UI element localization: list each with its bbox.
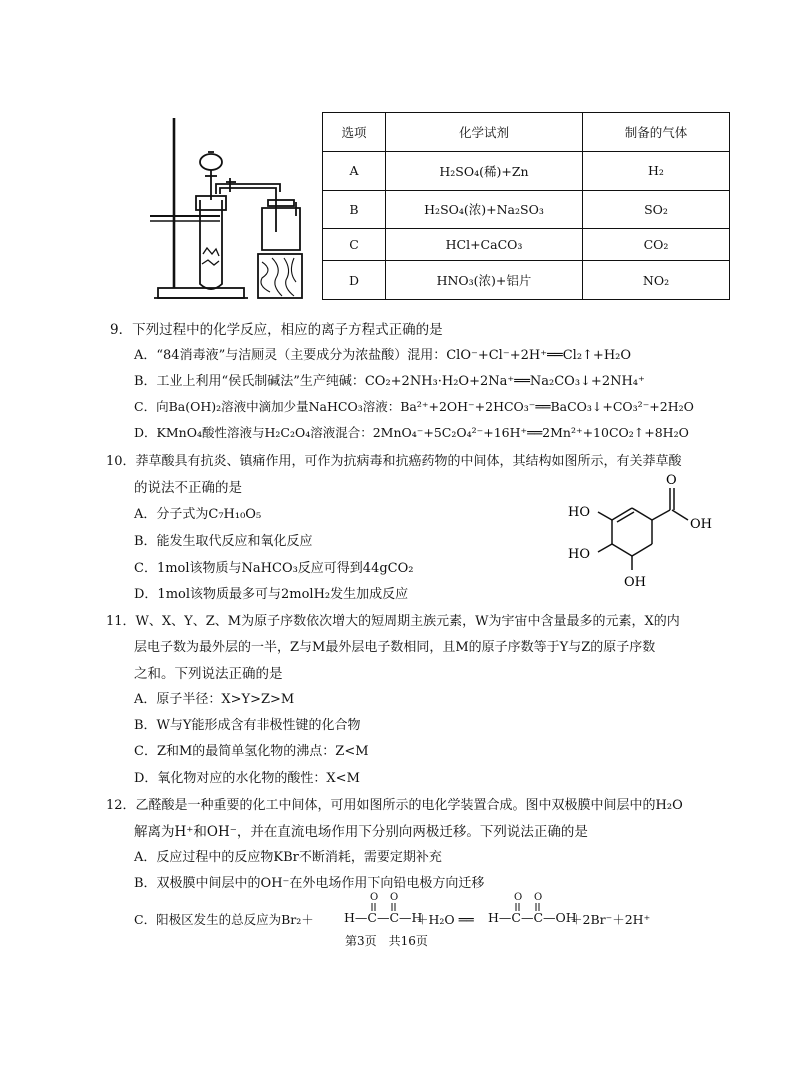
table-cell: HCl+CaCO₃ (386, 229, 583, 261)
table-row (323, 152, 730, 191)
q10-option-a: A．分子式为C₇H₁₀O₅ (134, 507, 262, 522)
q9-option-c: C．向Ba(OH)₂溶液中滴加少量NaHCO₃溶液：Ba²⁺+2OH⁻+2HCO₃⁻══BaCO₃↓+CO₃²⁻+2H₂O (134, 399, 694, 414)
table-row (323, 229, 730, 261)
q12-option-c-reactant: H—C—C—H (344, 910, 423, 925)
q11-option-d: D．氧化物对应的水化物的酸性：X<M (134, 771, 360, 786)
table-cell: B (323, 190, 386, 229)
q12-option-c-plus-water: ＋H₂O ══ (416, 912, 474, 927)
q12-stem-line1: 12．乙醛酸是一种重要的化工中间体，可用如图所示的电化学装置合成。图中双极膜中间层中的H₂O (106, 798, 683, 813)
q10-stem-line2: 的说法不正确的是 (134, 480, 242, 496)
q9-stem: 9．下列过程中的化学反应，相应的离子方程式正确的是 (110, 322, 443, 338)
q12-option-c-product: H—C—C—OH (488, 910, 577, 925)
q11-option-b: B．W与Y能形成含有非极性键的化合物 (134, 718, 361, 733)
table-cell: CO₂ (583, 229, 730, 261)
carbonyl-o-2: O (390, 892, 399, 903)
table-cell: NO₂ (583, 261, 730, 300)
table-row (323, 190, 730, 229)
structure-label-o: O (666, 473, 677, 488)
q10-option-d: D．1mol该物质最多可与2molH₂发生加成反应 (134, 587, 409, 602)
table-row (323, 261, 730, 300)
table-cell: SO₂ (583, 190, 730, 229)
q9-option-d: D．KMnO₄酸性溶液与H₂C₂O₄溶液混合：2MnO₄⁻+5C₂O₄²⁻+16H⁺══2Mn²⁺+10CO₂↑+8H₂O (134, 425, 689, 440)
q12-option-c (134, 892, 734, 927)
table-header-gas: 制备的气体 (583, 113, 730, 152)
page-footer: 第3页 共16页 (345, 934, 428, 948)
structure-label-ho-2: HO (568, 547, 590, 562)
table-cell: A (323, 152, 386, 191)
table-cell: D (323, 261, 386, 300)
q10-option-c: C．1mol该物质与NaHCO₃反应可得到44gCO₂ (134, 561, 414, 576)
q9-option-a: A．“84消毒液”与洁厕灵（主要成分为浓盐酸）混用：ClO⁻+Cl⁻+2H⁺══Cl₂↑+H₂O (134, 348, 632, 363)
q12-option-c-suffix: ＋2Br⁻＋2H⁺ (570, 912, 651, 927)
q12-option-c-prefix: C．阳极区发生的总反应为Br₂＋ (134, 912, 314, 927)
carbonyl-double-bonds (134, 892, 734, 912)
q11-option-c: C．Z和M的最简单氢化物的沸点：Z<M (134, 744, 369, 759)
carbonyl-o-4: O (534, 892, 543, 903)
q11-stem-line3: 之和。下列说法正确的是 (134, 666, 283, 682)
q12-stem-line2: 解离为H⁺和OH⁻，并在直流电场作用下分别向两极迁移。下列说法正确的是 (134, 824, 588, 840)
q12-option-b: B．双极膜中间层中的OH⁻在外电场作用下向铅电极方向迁移 (134, 876, 485, 891)
table-cell: HNO₃(浓)+铝片 (386, 261, 583, 300)
reagent-table (322, 112, 730, 300)
table-cell: C (323, 229, 386, 261)
carbonyl-o-3: O (514, 892, 523, 903)
q10-option-b: B．能发生取代反应和氧化反应 (134, 534, 313, 549)
q10-stem-line1: 10．莽草酸具有抗炎、镇痛作用，可作为抗病毒和抗癌药物的中间体，其结构如图所示，有关莽草酸 (106, 454, 682, 469)
q9-option-b: B．工业上利用“侯氏制碱法”生产纯碱：CO₂+2NH₃·H₂O+2Na⁺══Na₂CO₃↓+2NH₄⁺ (134, 374, 645, 389)
shikimic-acid-structure (560, 470, 730, 598)
carbonyl-o-1: O (370, 892, 379, 903)
q11-stem-line2: 层电子数为最外层的一半，Z与M最外层电子数相同，且M的原子序数等于Y与Z的原子序数 (134, 640, 656, 655)
structure-label-oh-3: OH (624, 575, 646, 590)
q12-option-a: A．反应过程中的反应物KBr不断消耗，需要定期补充 (134, 850, 442, 865)
q11-stem-line1: 11．W、X、Y、Z、M为原子序数依次增大的短周期主族元素，W为宇宙中含量最多的元素，X的内 (106, 614, 680, 629)
q11-option-a: A．原子半径：X>Y>Z>M (134, 692, 295, 707)
apparatus-illustration (150, 112, 320, 304)
table-cell: H₂SO₄(浓)+Na₂SO₃ (386, 190, 583, 229)
table-cell: H₂SO₄(稀)+Zn (386, 152, 583, 191)
table-cell: H₂ (583, 152, 730, 191)
table-header-reagent: 化学试剂 (386, 113, 583, 152)
structure-label-ho-1: HO (568, 505, 590, 520)
table-header-option: 选项 (323, 113, 386, 152)
structure-label-oh-acid: OH (690, 517, 712, 532)
